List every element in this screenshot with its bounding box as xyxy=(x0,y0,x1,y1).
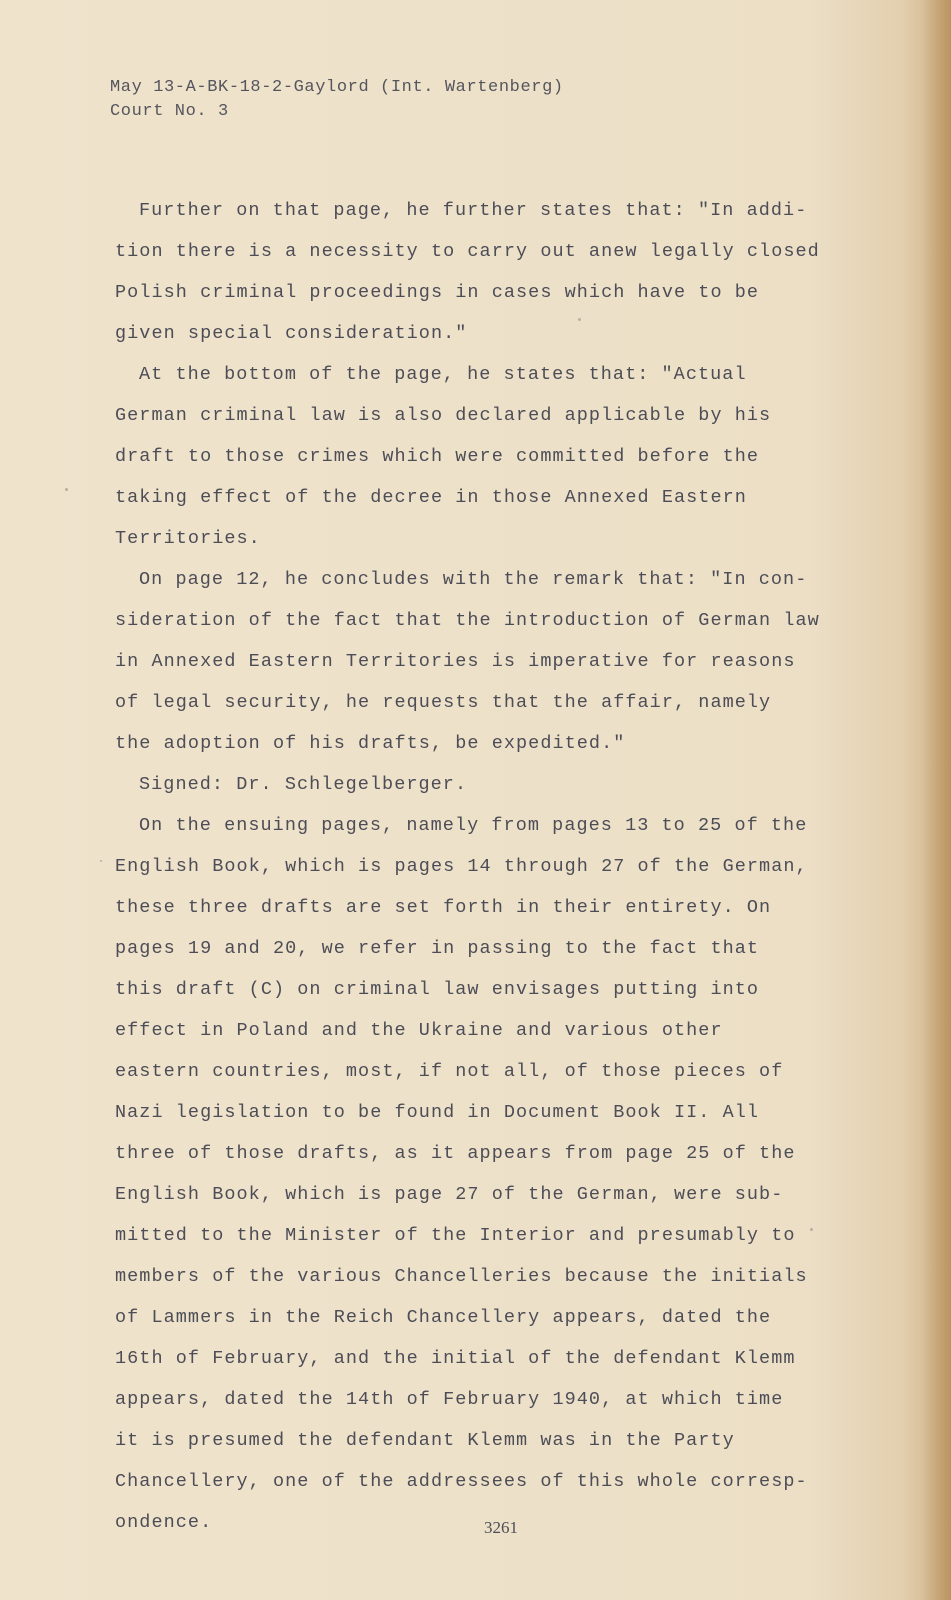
text-line: effect in Poland and the Ukraine and various other xyxy=(115,1020,723,1041)
text-line: ondence. xyxy=(115,1512,213,1533)
text-line: Polish criminal proceedings in cases which have to be xyxy=(115,282,760,303)
text-line: 16th of February, and the initial of the defendant Klemm xyxy=(115,1348,796,1369)
header-line-1: May 13-A-BK-18-2-Gaylord (Int. Wartenberg) xyxy=(110,78,564,97)
text-line: Nazi legislation to be found in Document Book II. All xyxy=(115,1102,760,1123)
text-line: of Lammers in the Reich Chancellery appears, dated the xyxy=(115,1307,772,1328)
page-number: 3261 xyxy=(484,1518,518,1537)
document-body xyxy=(115,190,835,1543)
text-line: the adoption of his drafts, be expedited." xyxy=(115,733,626,754)
text-line: On page 12, he concludes with the remark that: "In con- xyxy=(139,569,808,590)
paper-edge-shadow xyxy=(923,0,951,1600)
text-line: Signed: Dr. Schlegelberger. xyxy=(139,774,468,795)
header-line-2: Court No. 3 xyxy=(110,102,229,121)
text-line: sideration of the fact that the introduction of German law xyxy=(115,610,820,631)
text-line: On the ensuing pages, namely from pages 13 to 25 of the xyxy=(139,815,808,836)
text-line: members of the various Chancelleries because the initials xyxy=(115,1266,808,1287)
text-line: mitted to the Minister of the Interior and presumably to xyxy=(115,1225,796,1246)
document-header xyxy=(110,76,564,124)
text-line: Further on that page, he further states that: "In addi- xyxy=(139,200,808,221)
text-line: this draft (C) on criminal law envisages putting into xyxy=(115,979,760,1000)
text-line: given special consideration." xyxy=(115,323,468,344)
text-line: of legal security, he requests that the affair, namely xyxy=(115,692,772,713)
text-line: pages 19 and 20, we refer in passing to the fact that xyxy=(115,938,760,959)
paper-speck xyxy=(65,488,68,491)
text-line: Chancellery, one of the addressees of this whole corresp- xyxy=(115,1471,808,1492)
text-line: German criminal law is also declared applicable by his xyxy=(115,405,772,426)
text-line: Territories. xyxy=(115,528,261,549)
paper-speck xyxy=(578,318,581,321)
paper-speck xyxy=(810,1228,813,1231)
text-line: English Book, which is pages 14 through 27 of the German, xyxy=(115,856,808,877)
text-line: draft to those crimes which were committed before the xyxy=(115,446,760,467)
text-line: tion there is a necessity to carry out anew legally closed xyxy=(115,241,820,262)
text-line: in Annexed Eastern Territories is imperative for reasons xyxy=(115,651,796,672)
text-line: it is presumed the defendant Klemm was in the Party xyxy=(115,1430,735,1451)
text-line: English Book, which is page 27 of the German, were sub- xyxy=(115,1184,784,1205)
text-line: taking effect of the decree in those Annexed Eastern xyxy=(115,487,747,508)
paper-speck xyxy=(100,860,102,862)
text-line: these three drafts are set forth in their entirety. On xyxy=(115,897,772,918)
text-line: three of those drafts, as it appears from page 25 of the xyxy=(115,1143,796,1164)
text-line: At the bottom of the page, he states that: "Actual xyxy=(139,364,747,385)
text-line: eastern countries, most, if not all, of those pieces of xyxy=(115,1061,784,1082)
text-line: appears, dated the 14th of February 1940, at which time xyxy=(115,1389,784,1410)
